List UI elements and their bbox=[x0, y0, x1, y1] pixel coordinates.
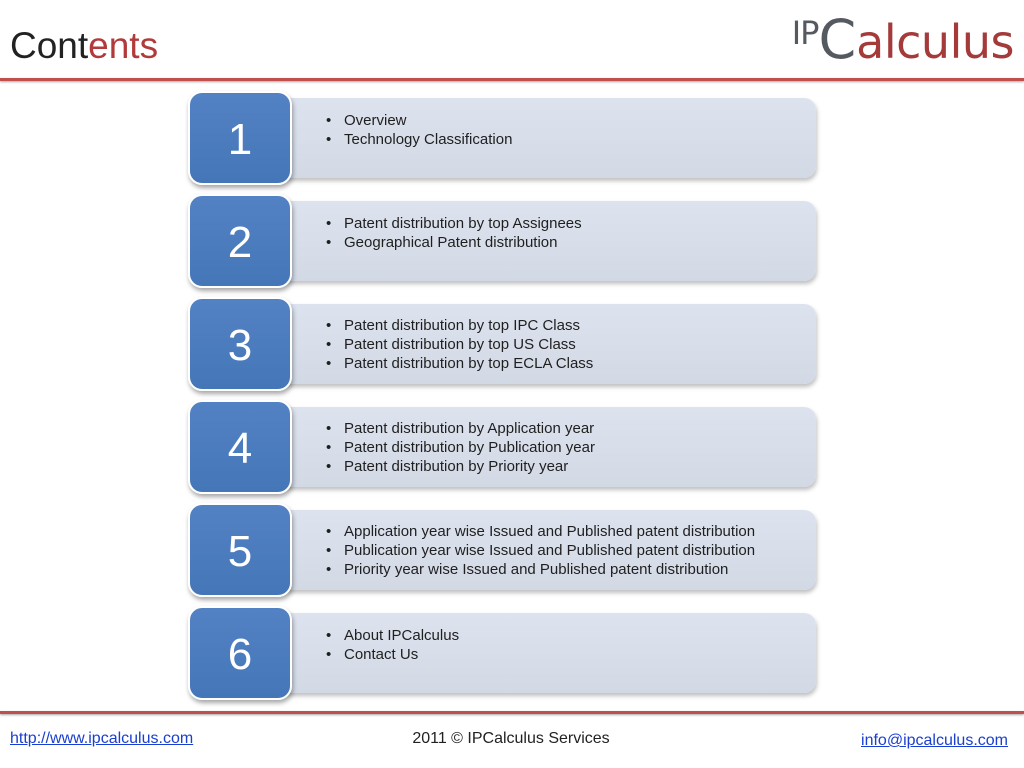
list-item: • About IPCalculus bbox=[344, 626, 459, 645]
copyright-label: 2011 © IPCalculus Services bbox=[412, 730, 610, 747]
list-item: • Publication year wise Issued and Published patent distribution bbox=[344, 541, 755, 560]
section-item-list bbox=[326, 419, 595, 476]
list-item: • Overview bbox=[344, 111, 512, 130]
section-2 bbox=[186, 194, 820, 292]
list-item: • Application year wise Issued and Published patent distribution bbox=[344, 522, 755, 541]
header-divider bbox=[0, 78, 1024, 81]
footer-divider bbox=[0, 711, 1024, 714]
list-item: • Technology Classification bbox=[344, 130, 512, 149]
section-number-badge: 6 bbox=[188, 606, 292, 700]
section-number-badge: 1 bbox=[188, 91, 292, 185]
list-item: • Geographical Patent distribution bbox=[344, 233, 582, 252]
list-item: • Patent distribution by top ECLA Class bbox=[344, 354, 593, 373]
list-item: • Contact Us bbox=[344, 645, 459, 664]
section-number-badge: 5 bbox=[188, 503, 292, 597]
list-item: • Patent distribution by top US Class bbox=[344, 335, 593, 354]
section-item-list bbox=[326, 316, 593, 373]
logo-rest: alculus bbox=[856, 15, 1014, 69]
list-item: • Priority year wise Issued and Published patent distribution bbox=[344, 560, 755, 579]
section-number-badge: 3 bbox=[188, 297, 292, 391]
page-title bbox=[10, 24, 158, 68]
title-part-1: Cont bbox=[10, 25, 89, 66]
section-item-list bbox=[326, 522, 755, 579]
email-link[interactable]: info@ipcalculus.com bbox=[861, 732, 1008, 749]
section-4 bbox=[186, 400, 820, 498]
section-6 bbox=[186, 606, 820, 704]
logo-c: C bbox=[818, 8, 857, 71]
section-5 bbox=[186, 503, 820, 601]
list-item: • Patent distribution by top Assignees bbox=[344, 214, 582, 233]
list-item: • Patent distribution by top IPC Class bbox=[344, 316, 593, 335]
section-item-list bbox=[326, 214, 582, 252]
list-item: • Patent distribution by Application year bbox=[344, 419, 595, 438]
list-item: • Patent distribution by Publication year bbox=[344, 438, 595, 457]
website-link[interactable]: http://www.ipcalculus.com bbox=[10, 730, 194, 747]
list-item: • Patent distribution by Priority year bbox=[344, 457, 595, 476]
section-3 bbox=[186, 297, 820, 395]
section-item-list bbox=[326, 111, 512, 149]
title-part-2: ents bbox=[88, 25, 159, 66]
section-1 bbox=[186, 91, 820, 189]
section-number-badge: 2 bbox=[188, 194, 292, 288]
logo-ip: IP bbox=[791, 14, 819, 52]
section-number-badge: 4 bbox=[188, 400, 292, 494]
section-item-list bbox=[326, 626, 459, 664]
ipcalculus-logo bbox=[792, 8, 1014, 72]
